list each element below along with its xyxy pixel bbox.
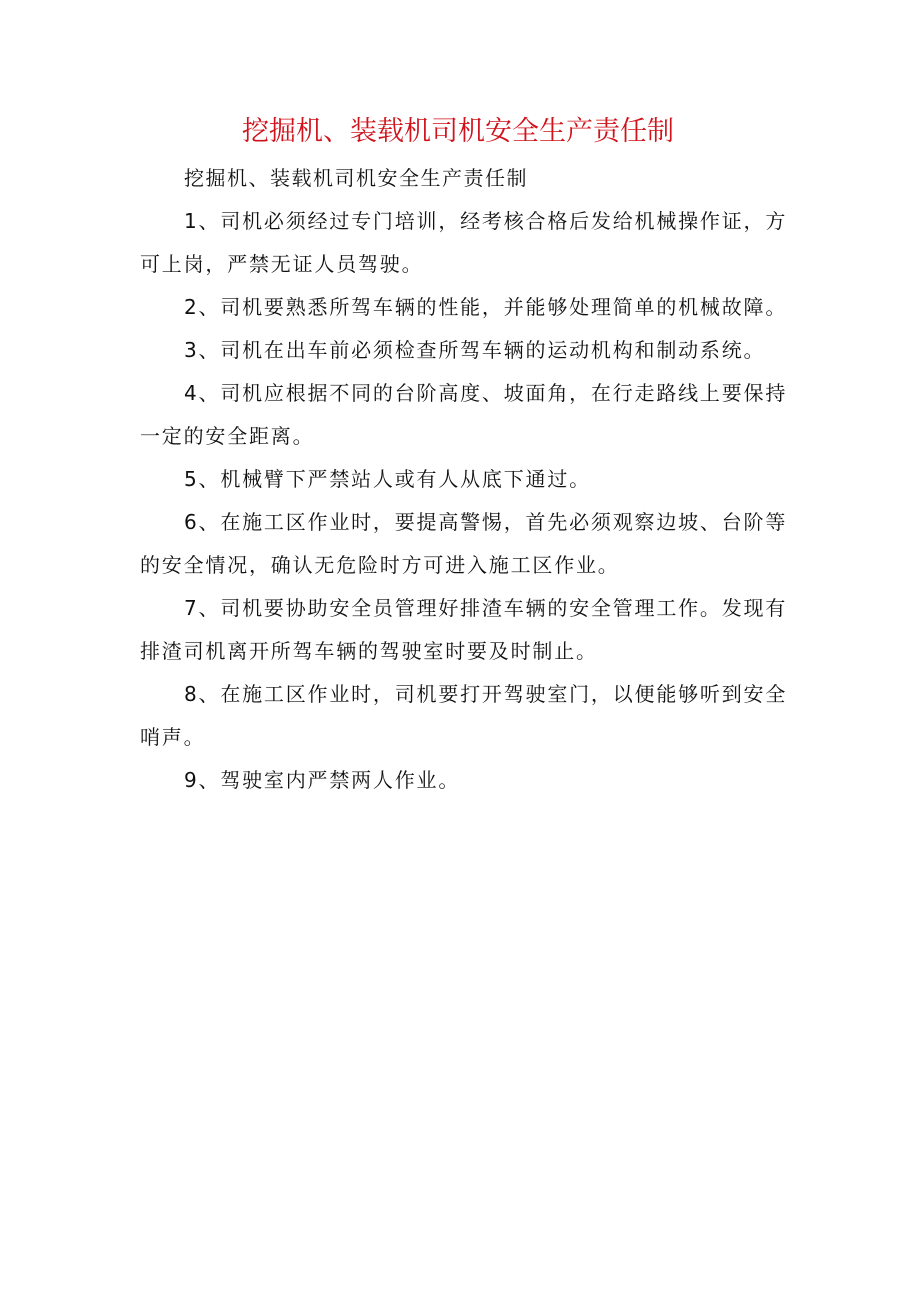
rule-item-4: 4、司机应根据不同的台阶高度、坡面角，在行走路线上要保持一定的安全距离。 [140, 381, 788, 448]
document-body [140, 157, 800, 802]
rule-item-3: 3、司机在出车前必须检查所驾车辆的运动机构和制动系统。 [184, 338, 766, 362]
rule-item-8: 8、在施工区作业时，司机要打开驾驶室门，以便能够听到安全哨声。 [140, 682, 788, 749]
rule-item-2: 2、司机要熟悉所驾车辆的性能，并能够处理简单的机械故障。 [184, 295, 788, 319]
document-title: 挖掘机、装载机司机安全生产责任制 [242, 116, 674, 147]
rule-item-9: 9、驾驶室内严禁两人作业。 [184, 768, 461, 792]
rule-item-5: 5、机械臂下严禁站人或有人从底下通过。 [184, 467, 591, 491]
rule-item-1: 1、司机必须经过专门培训，经考核合格后发给机械操作证，方可上岗，严禁无证人员驾驶。 [140, 209, 788, 276]
document-subtitle: 挖掘机、装载机司机安全生产责任制 [184, 166, 528, 190]
rule-item-7: 7、司机要协助安全员管理好排渣车辆的安全管理工作。发现有排渣司机离开所驾车辆的驾驶室时要及时制止。 [140, 596, 788, 663]
rule-item-6: 6、在施工区作业时，要提高警惕，首先必须观察边坡、台阶等的安全情况，确认无危险时方可进入施工区作业。 [140, 510, 788, 577]
